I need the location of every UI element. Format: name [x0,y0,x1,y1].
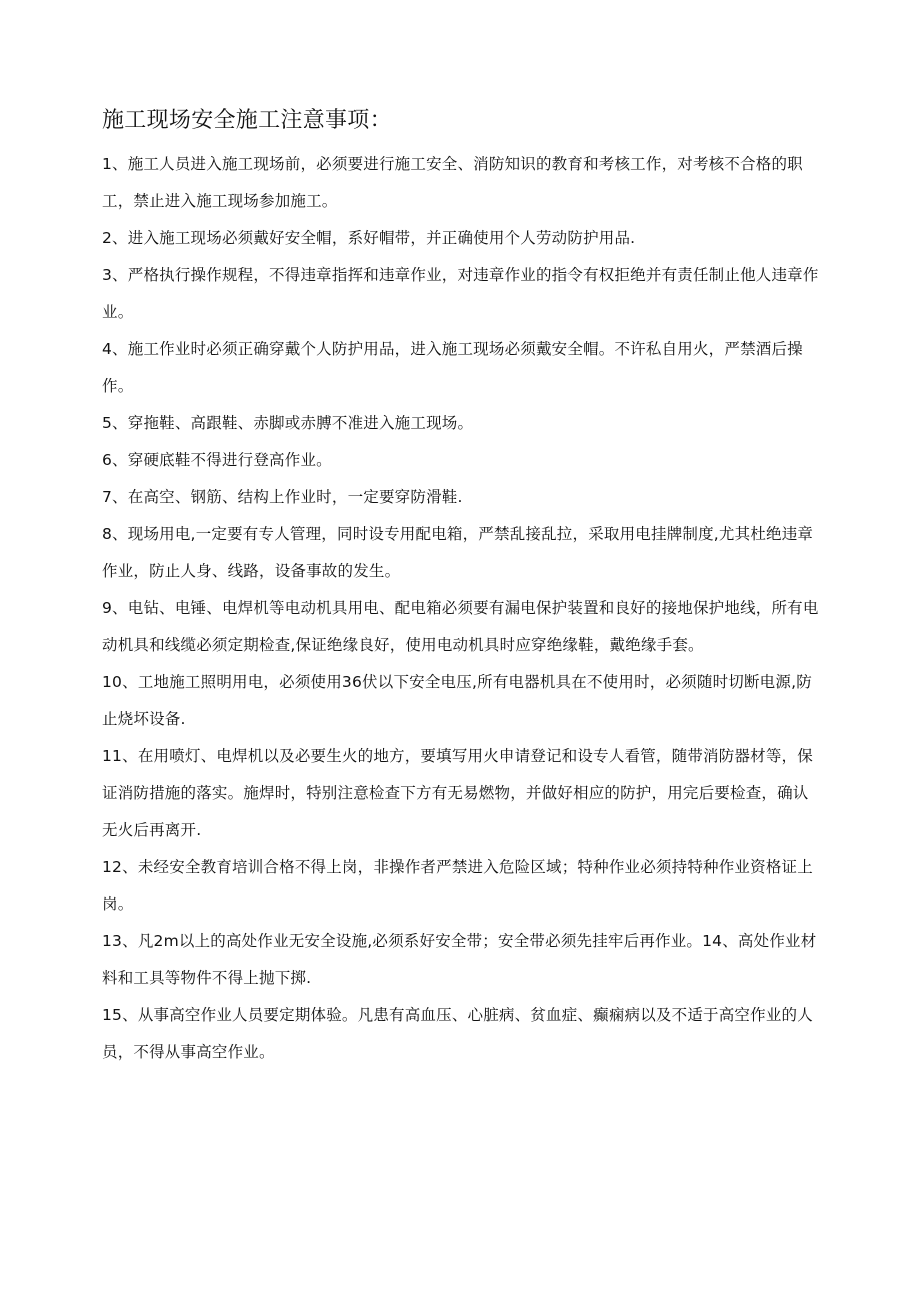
safety-item-10: 10、工地施工照明用电，必须使用36伏以下安全电压,所有电器机具在不使用时，必须随时切断电源,防止烧坏设备. [102,673,812,728]
safety-item-12: 12、未经安全教育培训合格不得上岗，非操作者严禁进入危险区域；特种作业必须持特种作业资格证上岗。 [102,858,813,913]
safety-item-4: 4、施工作业时必须正确穿戴个人防护用品，进入施工现场必须戴安全帽。不许私自用火，严禁酒后操作。 [102,340,803,395]
safety-item-9: 9、电钻、电锤、电焊机等电动机具用电、配电箱必须要有漏电保护装置和良好的接地保护地线，所有电动机具和线缆必须定期检查,保证绝缘良好，使用电动机具时应穿绝缘鞋，戴绝缘手套。 [102,599,819,654]
document-body [102,146,822,1071]
safety-item-7: 7、在高空、钢筋、结构上作业时，一定要穿防滑鞋. [102,488,463,506]
safety-item-13: 13、凡2m以上的高处作业无安全设施,必须系好安全带；安全带必须先挂牢后再作业。14、高处作业材料和工具等物件不得上抛下掷. [102,932,817,987]
safety-item-6: 6、穿硬底鞋不得进行登高作业。 [102,451,332,469]
safety-item-5: 5、穿拖鞋、高跟鞋、赤脚或赤膊不准进入施工现场。 [102,414,474,432]
safety-item-11: 11、在用喷灯、电焊机以及必要生火的地方，要填写用火申请登记和设专人看管，随带消防器材等，保证消防措施的落实。施焊时，特别注意检查下方有无易燃物，并做好相应的防护，用完后要检查，确认无火后再离开. [102,747,813,839]
safety-item-3: 3、严格执行操作规程，不得违章指挥和违章作业，对违章作业的指令有权拒绝并有责任制止他人违章作业。 [102,266,819,321]
safety-item-1: 1、施工人员进入施工现场前，必须要进行施工安全、消防知识的教育和考核工作，对考核不合格的职工，禁止进入施工现场参加施工。 [102,155,803,210]
safety-item-8: 8、现场用电,一定要有专人管理，同时设专用配电箱，严禁乱接乱拉，采取用电挂牌制度,尤其杜绝违章作业，防止人身、线路，设备事故的发生。 [102,525,814,580]
safety-item-15: 15、从事高空作业人员要定期体验。凡患有高血压、心脏病、贫血症、癫痫病以及不适于高空作业的人员，不得从事高空作业。 [102,1006,813,1061]
document-title: 施工现场安全施工注意事项： [102,108,392,133]
safety-item-2: 2、进入施工现场必须戴好安全帽，系好帽带，并正确使用个人劳动防护用品. [102,229,636,247]
